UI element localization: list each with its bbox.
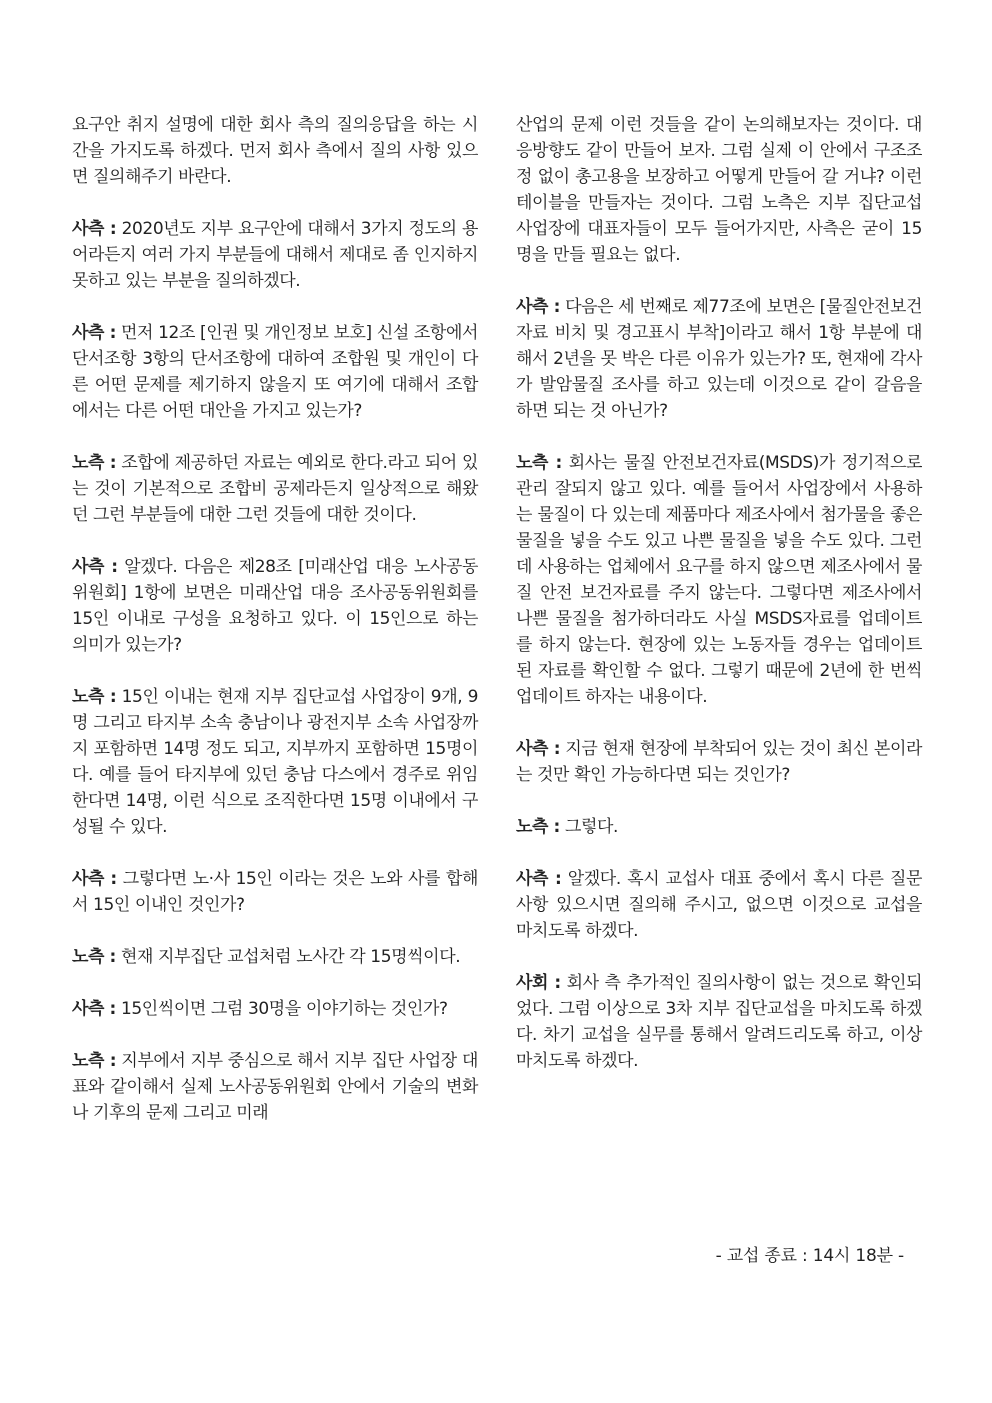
speaker-label: 사측 : [72, 323, 116, 343]
paragraph-text: 지부에서 지부 중심으로 해서 지부 집단 사업장 대표와 같이해서 실제 노사공동위원회 안에서 기술의 변화나 기후의 문제 그리고 미래 [72, 1051, 478, 1123]
transcript-paragraph [72, 866, 478, 918]
speaker-label: 사측 : [72, 557, 118, 577]
left-column [72, 112, 478, 1152]
speaker-label: 사측 : [72, 219, 117, 239]
speaker-label: 사측 : [516, 297, 561, 317]
transcript-paragraph [516, 814, 922, 840]
transcript-paragraph [72, 450, 478, 528]
transcript-paragraph [516, 736, 922, 788]
transcript-paragraph [72, 684, 478, 840]
paragraph-text: 다음은 세 번째로 제77조에 보면은 [물질안전보건자료 비치 및 경고표시 부착]이라고 해서 1항 부분에 대해서 2년을 못 박은 다른 이유가 있는가? 또, 현재에 각사가 발암물질 조사를 하고 있는데 이것으로 같이 갈음을 하면 되는 것 아닌가? [516, 297, 922, 421]
transcript-paragraph [72, 216, 478, 294]
transcript-paragraph [72, 1048, 478, 1126]
transcript-paragraph [516, 112, 922, 268]
speaker-label: 사측 : [516, 739, 561, 759]
speaker-label: 노측 : [72, 1051, 117, 1071]
session-end-footer: - 교섭 종료 : 14시 18분 - [715, 1246, 904, 1266]
paragraph-text: 산업의 문제 이런 것들을 같이 논의해보자는 것이다. 대응방향도 같이 만들어 보자. 그럼 실제 이 안에서 구조조정 없이 총고용을 보장하고 어떻게 만들어 갈 거냐? 이런 테이블을 만들자는 것이다. 그럼 노측은 지부 집단교섭 사업장에 대표자들이 모두 들어가지만, 사측은 굳이 15명을 만들 필요는 없다. [516, 115, 922, 265]
transcript-paragraph [72, 320, 478, 424]
paragraph-text: 조합에 제공하던 자료는 예외로 한다.라고 되어 있는 것이 기본적으로 조합비 공제라든지 일상적으로 해왔던 그런 부분들에 대한 그런 것들에 대한 것이다. [72, 453, 478, 525]
transcript-paragraph [516, 970, 922, 1074]
speaker-label: 사측 : [72, 999, 116, 1019]
transcript-paragraph [72, 996, 478, 1022]
transcript-paragraph [72, 554, 478, 658]
transcript-paragraph [516, 294, 922, 424]
paragraph-text: 그렇다. [559, 817, 619, 837]
paragraph-text: 2020년도 지부 요구안에 대해서 3가지 정도의 용어라든지 여러 가지 부분들에 대해서 제대로 좀 인지하지 못하고 있는 부분을 질의하겠다. [72, 219, 478, 291]
paragraph-text: 회사 측 추가적인 질의사항이 없는 것으로 확인되었다. 그럼 이상으로 3차 지부 집단교섭을 마치도록 하겠다. 차기 교섭을 실무를 통해서 알려드리도록 하고, 이상 마치도록 하겠다. [516, 973, 922, 1071]
speaker-label: 노측 : [72, 687, 117, 707]
paragraph-text: 15인 이내는 현재 지부 집단교섭 사업장이 9개, 9명 그리고 타지부 소속 충남이나 광전지부 소속 사업장까지 포함하면 14명 정도 되고, 지부까지 포함하면 15명이다. 예를 들어 타지부에 있던 충남 다스에서 경주로 위임한다면 14명, 이런 식으로 조직한다면 15명 이내에서 구성될 수 있다. [72, 687, 478, 837]
right-column [516, 112, 922, 1100]
speaker-label: 노측 : [516, 453, 562, 473]
paragraph-text: 그렇다면 노·사 15인 이라는 것은 노와 사를 합해서 15인 이내인 것인가? [72, 869, 478, 915]
speaker-label: 노측 : [516, 817, 560, 837]
speaker-label: 사측 : [516, 869, 562, 889]
paragraph-text: 요구안 취지 설명에 대한 회사 측의 질의응답을 하는 시간을 가지도록 하겠다. 먼저 회사 측에서 질의 사항 있으면 질의해주기 바란다. [72, 115, 478, 187]
speaker-label: 노측 : [72, 947, 116, 967]
transcript-paragraph [72, 944, 478, 970]
paragraph-text: 15인씩이면 그럼 30명을 이야기하는 것인가? [115, 999, 448, 1019]
transcript-paragraph [516, 450, 922, 710]
transcript-paragraph [72, 112, 478, 190]
paragraph-text: 알겠다. 혹시 교섭사 대표 중에서 혹시 다른 질문 사항 있으시면 질의해 주시고, 없으면 이것으로 교섭을 마치도록 하겠다. [516, 869, 922, 941]
speaker-label: 사측 : [72, 869, 117, 889]
paragraph-text: 먼저 12조 [인권 및 개인정보 보호] 신설 조항에서 단서조항 3항의 단서조항에 대하여 조합원 및 개인이 다른 어떤 문제를 제기하지 않을지 또 여기에 대해서 조합에서는 다른 어떤 대안을 가지고 있는가? [72, 323, 478, 421]
paragraph-text: 회사는 물질 안전보건자료(MSDS)가 정기적으로 관리 잘되지 않고 있다. 예를 들어서 사업장에서 사용하는 물질이 다 있는데 제품마다 제조사에서 첨가물을 좋은 물질을 넣을 수도 있고 나쁜 물질을 넣을 수도 있다. 그런데 사용하는 업체에서 요구를 하지 않으면 제조사에서 물질 안전 보건자료를 주지 않는다. 그렇다면 제조사에서 나쁜 물질을 첨가하더라도 사실 MSDS자료를 업데이트를 하지 않는다. 현장에 있는 노동자들 경우는 업데이트된 자료를 확인할 수 없다. 그렇기 때문에 2년에 한 번씩 업데이트 하자는 내용이다. [516, 453, 923, 707]
paragraph-text: 현재 지부집단 교섭처럼 노사간 각 15명씩이다. [115, 947, 461, 967]
paragraph-text: 지금 현재 현장에 부착되어 있는 것이 최신 본이라는 것만 확인 가능하다면 되는 것인가? [516, 739, 922, 785]
speaker-label: 노측 : [72, 453, 117, 473]
paragraph-text: 알겠다. 다음은 제28조 [미래산업 대응 노사공동위원회] 1항에 보면은 미래산업 대응 조사공동위원회를 15인 이내로 구성을 요청하고 있다. 이 15인으로 하는 의미가 있는가? [72, 557, 478, 655]
transcript-paragraph [516, 866, 922, 944]
speaker-label: 사회 : [516, 973, 561, 993]
